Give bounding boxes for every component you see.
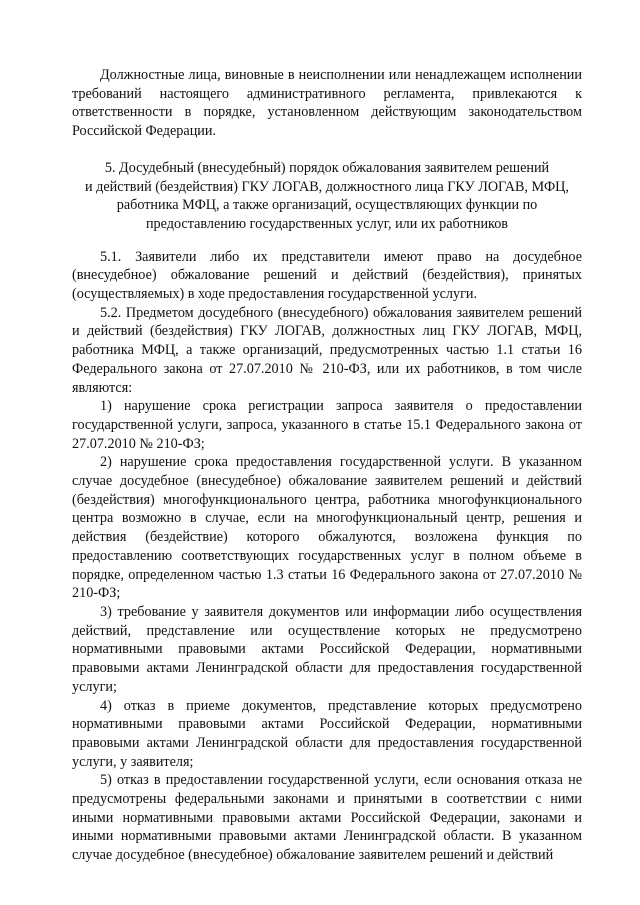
intro-paragraph: Должностные лица, виновные в неисполнении или ненадлежащем исполнении требований настоящего административного регламента, привлекаются к ответственности в порядке, установленном действующим законодательством Российской Федерации. xyxy=(72,67,582,140)
list-item-2: 2) нарушение срока предоставления государственной услуги. В указанном случае досудебное (внесудебное) обжалование заявителем решений и действий (бездействия) многофункционального центра, работника многофункционального центра возможно в случае, если на многофункциональный центр, решения и действия (бездействие) которого обжалуются, возложена функция по предоставлению соответствующих государственных услуг в полном объеме в порядке, определенном частью 1.3 статьи 16 Федерального закона от 27.07.2010 № 210-ФЗ; xyxy=(72,454,582,602)
section-heading-line: 5. Досудебный (внесудебный) порядок обжалования заявителем решений xyxy=(104,159,550,176)
list-item-3: 3) требование у заявителя документов или информации либо осуществления действий, представление или осуществление которых не предусмотрено нормативными правовыми актами Российской Федерации, нормативными правовыми актами Ленинградской области для предоставления государственной услуги; xyxy=(72,603,582,695)
list-item-4: 4) отказ в приеме документов, представление которых предусмотрено нормативными правовыми актами Российской Федерации, нормативными правовыми актами Ленинградской области для предоставления государственной услуги, у заявителя; xyxy=(72,697,582,770)
paragraph-5-1: 5.1. Заявители либо их представители имеют право на досудебное (внесудебное) обжалование решений и действий (бездействия), принятых (осуществляемых) в ходе предоставления государственной услуги. xyxy=(72,248,582,303)
section-heading-line: и действий (бездействия) ГКУ ЛОГАВ, должностного лица ГКУ ЛОГАВ, МФЦ, xyxy=(85,178,569,195)
section-heading xyxy=(72,159,582,234)
document-page xyxy=(72,66,582,865)
list-item-5: 5) отказ в предоставлении государственной услуги, если основания отказа не предусмотрены федеральными законами и принятыми в соответствии с ними иными нормативными правовыми актами Российской Федерации, законами и иными нормативными правовыми актами Ленинградской области. В указанном случае досудебное (внесудебное) обжалование заявителем решений и действий xyxy=(72,772,582,864)
section-heading-line: работника МФЦ, а также организаций, осуществляющих функции по xyxy=(116,197,538,214)
paragraph-5-2: 5.2. Предметом досудебного (внесудебного) обжалования заявителем решений и действий (бездействия) ГКУ ЛОГАВ, должностных лиц ГКУ ЛОГАВ, МФЦ, работника МФЦ, а также организаций, предусмотренных частью 1.1 статьи 16 Федерального закона от 27.07.2010 № 210-ФЗ, или их работников, в том числе являются: xyxy=(72,304,582,396)
list-item-1: 1) нарушение срока регистрации запроса заявителя о предоставлении государственной услуги, запроса, указанного в статье 15.1 Федерального закона от 27.07.2010 № 210-ФЗ; xyxy=(72,398,582,452)
section-heading-line: предоставлению государственных услуг, или их работников xyxy=(145,215,509,232)
